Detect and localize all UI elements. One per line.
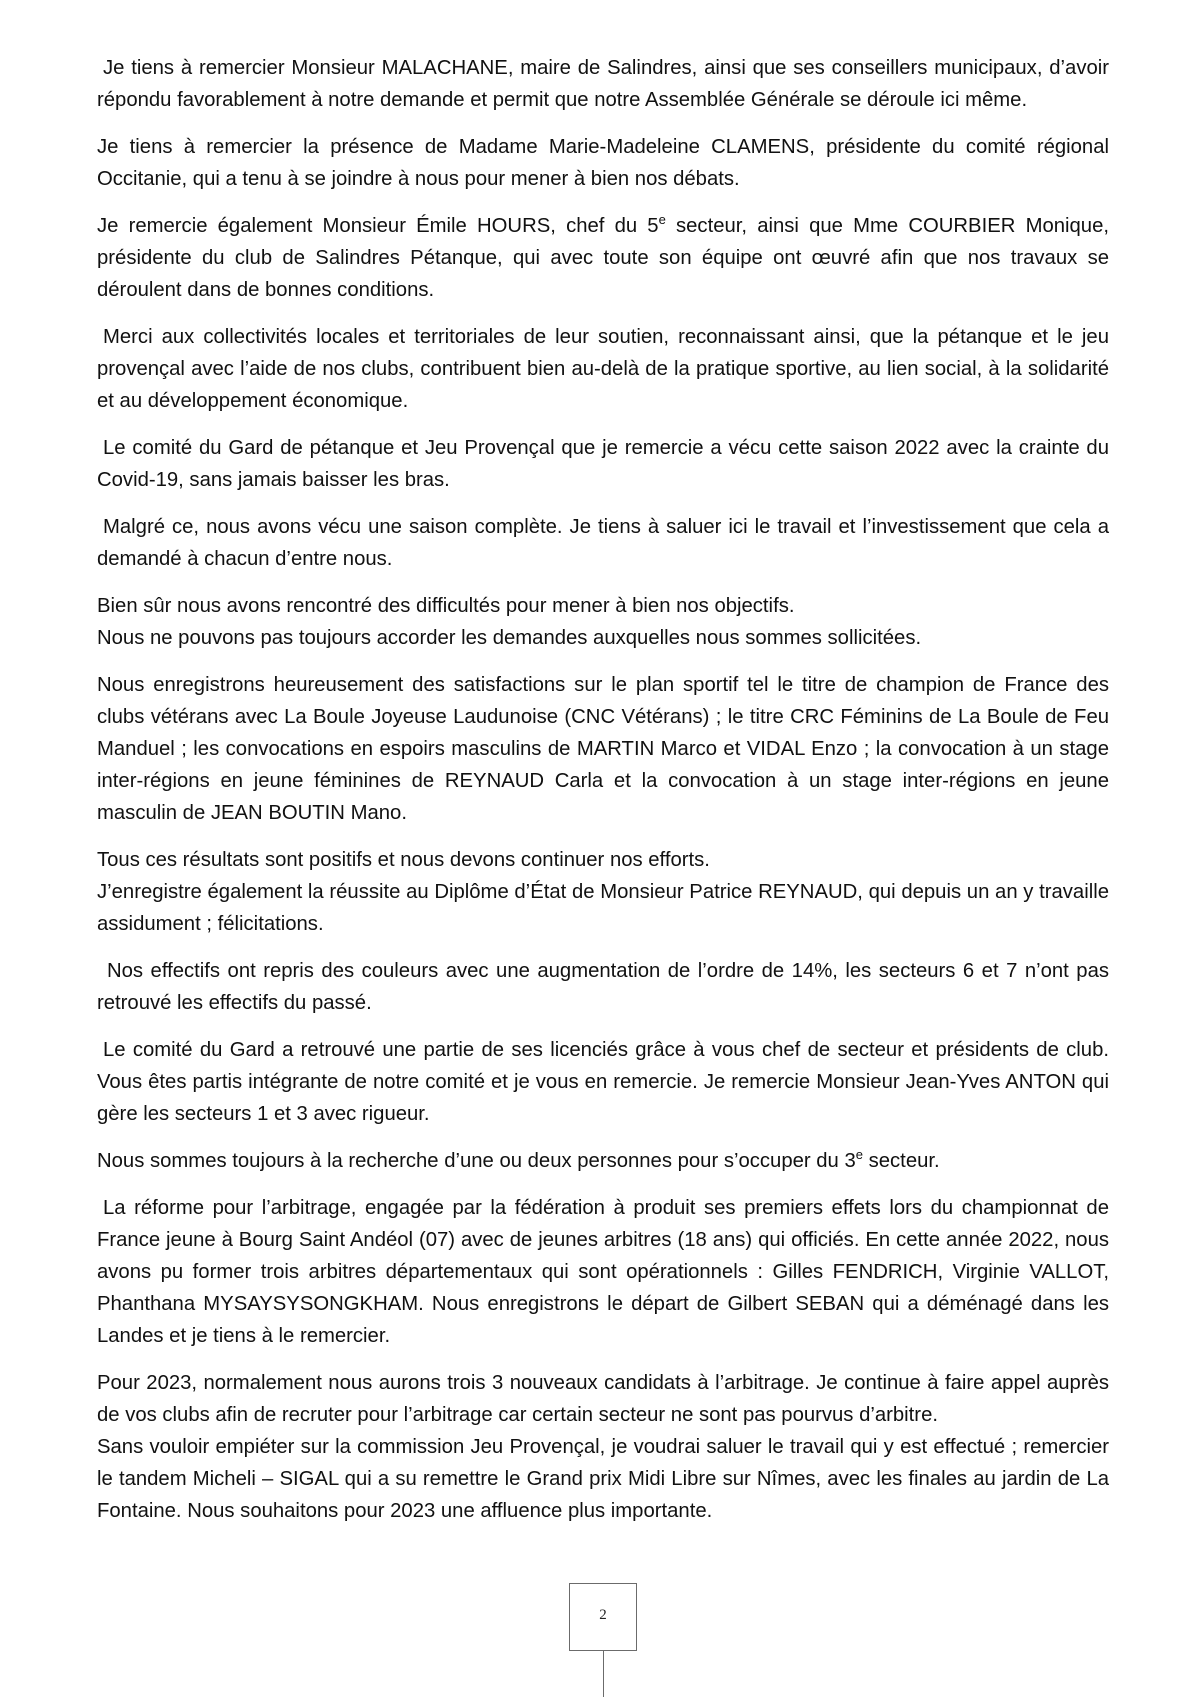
paragraph-line: Nous ne pouvons pas toujours accorder les demandes auxquelles nous sommes sollicitées.	[97, 627, 922, 649]
paragraph-thanks-sector-chief	[97, 210, 1109, 306]
paragraph-difficulties	[97, 590, 1109, 654]
document-body	[97, 52, 1109, 1542]
paragraph-complete-season: Malgré ce, nous avons vécu une saison complète. Je tiens à saluer ici le travail et l’investissement que cela a demandé à chacun d’entre nous.	[97, 516, 1109, 570]
paragraph-line: Bien sûr nous avons rencontré des difficultés pour mener à bien nos objectifs.	[97, 595, 795, 617]
paragraph-text: secteur, ainsi que Mme COURBIER Monique, présidente du club de Salindres Pétanque, qui avec toute son équipe ont œuvré afin que nos travaux se déroulent dans de bonnes conditions.	[97, 215, 1109, 301]
paragraph-positive-results	[97, 844, 1109, 940]
paragraph-sporting-results: Nous enregistrons heureusement des satisfactions sur le plan sportif tel le titre de champion de France des clubs vétérans avec La Boule Joyeuse Laudunoise (CNC Vétérans) ; le titre CRC Féminins de La Boule de Feu Manduel ; les convocations en espoirs masculins de MARTIN Marco et VIDAL Enzo ; la convocation à un stage inter-régions en jeune féminines de REYNAUD Carla et la convocation à un stage inter-régions en jeune masculin de JEAN BOUTIN Mano.	[97, 674, 1109, 824]
paragraph-text: Nous sommes toujours à la recherche d’une ou deux personnes pour s’occuper du 3	[97, 1150, 856, 1172]
paragraph-arbitration-reform: La réforme pour l’arbitrage, engagée par la fédération à produit ses premiers effets lors du championnat de France jeune à Bourg Saint Andéol (07) avec de jeunes arbitres (18 ans) qui officiés. En cette année 2022, nous avons pu former trois arbitres départementaux qui sont opérationnels : Gilles FENDRICH, Virginie VALLOT, Phanthana MYSAYSYSONGKHAM. Nous enregistrons le départ de Gilbert SEBAN qui a déménagé dans les Landes et je tiens à le remercier.	[97, 1197, 1109, 1347]
paragraph-licensees: Le comité du Gard a retrouvé une partie de ses licenciés grâce à vous chef de secteur et présidents de club. Vous êtes partis intégrante de notre comité et je vous en remercie. Je remercie Monsieur Jean-Yves ANTON qui gère les secteurs 1 et 3 avec rigueur.	[97, 1039, 1109, 1125]
paragraph-thanks-regional-president: Je tiens à remercier la présence de Madame Marie-Madeleine CLAMENS, présidente du comité régional Occitanie, qui a tenu à se joindre à nous pour mener à bien nos débats.	[97, 136, 1109, 190]
page-number-box	[569, 1583, 637, 1651]
paragraph-line: Sans vouloir empiéter sur la commission Jeu Provençal, je voudrai saluer le travail qui y est effectué ; remercier le tandem Micheli – SIGAL qui a su remettre le Grand prix Midi Libre sur Nîmes, avec les finales au jardin de La Fontaine. Nous souhaitons pour 2023 une affluence plus importante.	[97, 1436, 1109, 1522]
paragraph-thanks-collectivities: Merci aux collectivités locales et territoriales de leur soutien, reconnaissant ainsi, que la pétanque et le jeu provençal avec l’aide de nos clubs, contribuent bien au-delà de la pratique sportive, au lien social, à la solidarité et au développement économique.	[97, 326, 1109, 412]
paragraph-thanks-mayor: Je tiens à remercier Monsieur MALACHANE, maire de Salindres, ainsi que ses conseillers municipaux, d’avoir répondu favorablement à notre demande et permit que notre Assemblée Générale se déroule ici même.	[97, 57, 1109, 111]
ordinal-suffix: e	[658, 212, 666, 228]
page-number: 2	[599, 1607, 607, 1623]
paragraph-text: Je remercie également Monsieur Émile HOURS, chef du 5	[97, 215, 659, 237]
paragraph-arbitration-2023	[97, 1367, 1109, 1527]
page-number-connector-line	[603, 1651, 604, 1697]
paragraph-line: Tous ces résultats sont positifs et nous devons continuer nos efforts.	[97, 849, 710, 871]
paragraph-line: Pour 2023, normalement nous aurons trois 3 nouveaux candidats à l’arbitrage. Je continue à faire appel auprès de vos clubs afin de recruter pour l’arbitrage car certain secteur ne sont pas pourvus d’arbitre.	[97, 1372, 1109, 1426]
paragraph-text: secteur.	[862, 1150, 940, 1172]
paragraph-sector-search	[97, 1145, 1109, 1177]
paragraph-membership: Nos effectifs ont repris des couleurs avec une augmentation de l’ordre de 14%, les secteurs 6 et 7 n’ont pas retrouvé les effectifs du passé.	[97, 960, 1109, 1014]
paragraph-line: J’enregistre également la réussite au Diplôme d’État de Monsieur Patrice REYNAUD, qui depuis un an y travaille assidument ; félicitations.	[97, 881, 1109, 935]
ordinal-suffix: e	[855, 1147, 863, 1163]
paragraph-season-2022: Le comité du Gard de pétanque et Jeu Provençal que je remercie a vécu cette saison 2022 avec la crainte du Covid-19, sans jamais baisser les bras.	[97, 437, 1109, 491]
